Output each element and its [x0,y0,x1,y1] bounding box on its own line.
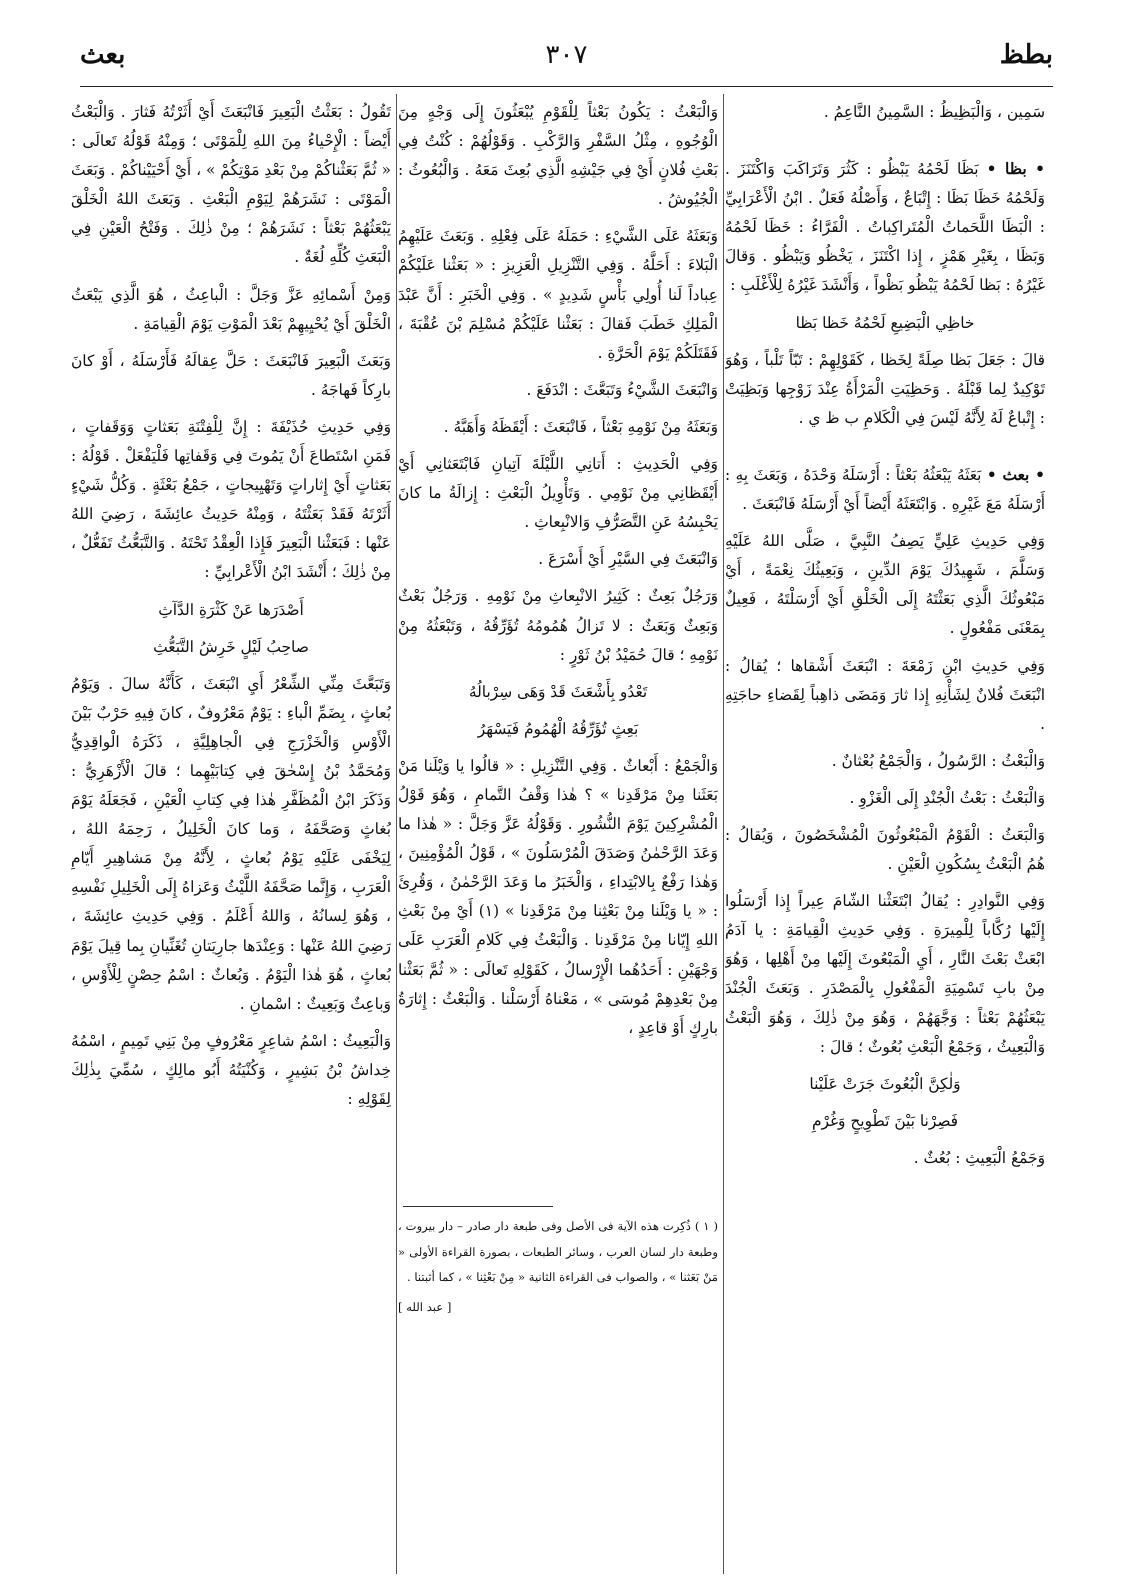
paragraph: وَفِي حَدِيثِ ابْنِ زَمْعَةَ : انْبَعَثَ أَشْقاها ؛ يُقالُ : انْبَعَثَ فُلانٌ لِشَأْنِهِ إِذا ثارَ وَمَضَى ذاهِباً لِقَضاءِ حاجَتِهِ . [725,656,1045,733]
paragraph: وَبَعَثَهُ مِنْ نَوْمِهِ بَعْثاً ، فَانْبَعَثَ : أَيْقَظَهُ وَأَهَبَّهُ . [443,417,718,436]
verse-line: وَلٰكِنَّ الْبُعُوثَ جَرَتْ عَلَيْنا [809,1074,961,1093]
verse-line: خاظِي الْبَضِيعِ لَحْمُهُ خَظا بَظا [795,313,975,332]
paragraph: وَتَبَعَّثَ مِنِّي الشِّعْرُ أَيِ انْبَعَثَ ، كَأَنَّهُ سالَ . وَيَوْمُ بُعاثٍ ، بِضَمِّ الْباءِ : يَوْمٌ مَعْرُوفٌ ، كانَ فِيهِ حَرْبٌ بَيْنَ الْأَوْسِ وَالْخَزْرَجِ فِي الْجاهِلِيَّةِ ، ذَكَرَهُ الْواقِدِيُّ وَمُحَمَّدُ بْنُ إِسْحٰقَ فِي كِتابَيْهِما ؛ قالَ الْأَزْهَرِيُّ : وَذَكَرَ ابْنُ الْمُظَفَّرِ هٰذا فِي كِتابِ الْعَيْنِ ، فَجَعَلَهُ يَوْمَ بُغاثٍ وَصَحَّفَهُ ، وَما كانَ الْخَلِيلُ ، رَحِمَهُ اللهُ ، لِيَخْفَى عَلَيْهِ يَوْمُ بُعاثٍ ، لِأَنَّهُ مِنْ مَشاهِيرِ أَيّامِ الْعَرَبِ ، وَإِنَّما صَحَّفَهُ اللَّيْثُ وَعَزاهُ إِلَى الْخَلِيلِ نَفْسِهِ ، وَهُوَ لِسانُهُ ، وَاللهُ أَعْلَمُ . وَفِي حَدِيثِ عائِشَةَ ، رَضِيَ اللهُ عَنْها : وَعِنْدَها جارِيَتانِ تُغَنِّيانِ بِما قِيلَ يَوْمَ بُعاثٍ ، هُوَ هٰذا الْيَوْمُ . وَبُعاثٌ : اسْمُ حِصْنٍ لِلْأَوْسِ ، وَباعِثٌ وَبَعِيثٌ : اسْمانِ . [71,674,391,1013]
page-header [80,40,1053,80]
footnote [398,1214,718,1320]
paragraph: وَانْبَعَثَ فِي السَّيْرِ أَيْ أَسْرَعَ . [538,550,718,569]
verse-line: أَصْدَرَها عَنْ كَثْرَةِ الدَّآثِ [158,600,304,619]
column-left [71,98,391,1558]
paragraph: وَالْبَعْثُ : الرَّسُولُ ، وَالْجَمْعُ بُعْثانٌ . [831,751,1045,770]
paragraph: وَالْجَمْعُ : أَبْعاثٌ . وَفِي التَّنْزِيلِ : « قالُوا يا وَيْلَنا مَنْ بَعَثَنا مِنْ مَرْقَدِنا » ؟ هٰذا وَقْفُ التَّمامِ ، وَهُوَ قَوْلُ الْمُشْرِكِينَ يَوْمَ النُّشُورِ . وَقَوْلُهُ عَزَّ وَجَلَّ : « هٰذا ما وَعَدَ الرَّحْمٰنُ وَصَدَقَ الْمُرْسَلُونَ » ، قَوْلُ الْمُؤْمِنِينَ ، وَهٰذا رَفْعٌ بِالابْتِداءِ ، وَالْخَبَرُ ما وَعَدَ الرَّحْمٰنُ ، وَقُرِئَ : « يا وَيْلَنا مِنْ بَعْثِنا مِنْ مَرْقَدِنا » (١) أَيْ مِنْ بَعْثِ اللهِ إِيّانا مِنْ مَرْقَدِنا . وَالْبَعْثُ فِي كَلامِ الْعَرَبِ عَلَى وَجْهَيْنِ : أَحَدُهُما الْإِرْسالُ ، كَقَوْلِهِ تَعالَى : « ثُمَّ بَعَثْنا مِنْ بَعْدِهِمْ مُوسَى » ، مَعْناهُ أَرْسَلْنا . وَالْبَعْثُ : إِثارَةُ بارِكٍ أَوْ قاعِدٍ ، [398,756,718,1037]
paragraph: قالَ : جَعَلَ بَظا صِلَةً لِخَظا ، كَقَوْلِهِمْ : تَبّاً تَلْباً ، وَهُوَ تَوْكِيدٌ لِما قَبْلَهُ . وَحَظِيَتِ الْمَرْأَةُ عِنْدَ زَوْجِها وَبَظِيَتْ : إِتْباعٌ لَهُ لِأَنَّهُ لَيْسَ فِي الْكَلامِ ب ظ ي . [725,350,1045,427]
verse-line: صاحِبُ لَيْلٍ خَرِشُ التَّبَعُّثِ [153,637,309,656]
verse-line: بَعِثٍ تُؤَرِّقُهُ الْهُمُومُ فَيَسْهَرُ [477,719,639,738]
paragraph: وَبَعَثَ الْبَعِيرَ فَانْبَعَثَ : حَلَّ عِقالَهُ فَأَرْسَلَهُ ، أَوْ كانَ بارِكاً فَهاجَهُ . [71,351,391,399]
entry-title: • بظا • [986,160,1045,179]
paragraph: وَالْبَعَثُ : الْقَوْمُ الْمَبْعُوثُونَ الْمُشْخَصُونَ ، وَيُقالُ : هُمُ الْبَعْثُ بِسُكُونِ الْعَيْنِ . [725,825,1045,874]
verse-line: فَصِرْنا بَيْنَ تَطْوِيحٍ وَغُرْمِ [811,1111,959,1130]
paragraph: وَالْبَعْثُ : يَكُونُ بَعْثاً لِلْقَوْمِ يُبْعَثُونَ إِلَى وَجْهٍ مِنَ الْوُجُوهِ ، مِثْلُ السَّفْرِ وَالرَّكْبِ . وَقَوْلُهُمْ : كُنْتُ فِي بَعْثِ فُلانٍ أَيْ فِي جَيْشِهِ الَّذِي بُعِثَ مَعَهُ . وَالْبُعُوثُ : الْجُيُوشُ . [398,103,718,209]
column-separator-right [723,94,724,1574]
paragraph: وَبَعَثَهُ عَلَى الشَّيْءِ : حَمَلَهُ عَلَى فِعْلِهِ . وَبَعَثَ عَلَيْهِمُ الْبَلاءَ : أَحَلَّهُ . وَفِي التَّنْزِيلِ الْعَزِيزِ : « بَعَثْنا عَلَيْكُمْ عِباداً لَنا أُولِي بَأْسٍ شَدِيدٍ » . وَفِي الْخَبَرِ : أَنَّ عَبْدَ الْمَلِكِ خَطَبَ فَقالَ : بَعَثْنا عَلَيْكُمْ مُسْلِمَ بْنَ عُقْبَةَ ، فَقَتَلَكُمْ يَوْمَ الْحَرَّةِ . [398,227,718,362]
entry-bath [725,461,1045,519]
paragraph: وَفِي الْحَدِيثِ : أَتانِي اللَّيْلَةَ آتِيانِ فَابْتَعَثانِي أَيْ أَيْقَظانِي مِنْ نَوْمِي . وَتَأْوِيلُ الْبَعْثِ : إِزالَةُ ما كانَ يَحْبِسُهُ عَنِ التَّصَرُّفِ وَالانْبِعاثِ . [398,455,718,532]
paragraph: وَفِي حَدِيثِ عَلِيٍّ يَصِفُ النَّبِيَّ ، صَلَّى اللهُ عَلَيْهِ وَسَلَّمَ ، شَهِيدُكَ يَوْمَ الدِّينِ ، وَبَعِيثُكَ نِعْمَةً ، أَيْ مَبْعُوثُكَ الَّذِي بَعَثْتَهُ إِلَى الْخَلْقِ أَيْ أَرْسَلْتَهُ ، فَعِيلٌ بِمَعْنَى مَفْعُولٍ . [725,532,1045,638]
entry-text: بَظَا لَحْمُهُ يَبْظُو : كَثُرَ وَتَرَاكَبَ وَاكْتَنَزَ . وَلَحْمُهُ خَظَا بَظَا : إِتْبَاعٌ ، وَأَصْلُهُ فَعَلٌ . ابْنُ الْأَعْرَابِيِّ : الْبَظَا اللَّحَماتُ الْمُتَراكِباتُ . الْفَرَّاءُ : خَظَا لَحْمُهُ وَبَظَا ، بِغَيْرِ هَمْزٍ ، إِذا اكْتَنَزَ ، يَخْظُو وَيَبْظُو . وَقالَ غَيْرُهُ : بَظا لَحْمُهُ يَبْظُو بَظْواً ، وَأَنْشَدَ غَيْرُهُ لِلْأَغْلَبِ : [725,160,1045,295]
entry-gap [725,441,1045,461]
paragraph: سَمِين ، وَالْبَظِيظُ : السَّمِينُ النَّاعِمُ . [823,103,1045,121]
verse-line: تَعْدُو بِأَشْعَثَ قَدْ وَهَى سِرْبالُهُ [468,682,648,701]
column-separator-left [396,94,397,1574]
paragraph: تَقُولُ : بَعَثْتُ الْبَعِيرَ فَانْبَعَثَ أَيْ أَثَرْتُهُ فَثارَ . وَالْبَعْثُ أَيْضاً : الْإِحْياءُ مِنَ اللهِ لِلْمَوْتَى ؛ وَمِنْهُ قَوْلُهُ تَعالَى : « ثُمَّ بَعَثْناكُمْ مِنْ بَعْدِ مَوْتِكُمْ » ، أَيْ أَحْيَيْناكُمْ . وَبَعَثَ الْمَوْتَى : نَشَرَهُمْ لِيَوْمِ الْبَعْثِ . وَبَعَثَ اللهُ الْخَلْقَ يَبْعَثُهُمْ بَعْثاً : نَشَرَهُمْ ؛ مِنْ ذٰلِكَ . وَفَتْحُ الْعَيْنِ فِي الْبَعَثِ كُلِّهِ لُغَةٌ . [71,103,391,267]
paragraph: وَفِي النَّوادِرِ : يُقالُ ابْتَعَثْنا الشّامَ عِيراً إِذا أَرْسَلُوا إِلَيْها رُكَّاباً لِلْمِيرَةِ . وَفِي حَدِيثِ الْقِيامَةِ : يا آدَمُ ابْعَثْ بَعْثَ النَّارِ ، أَيِ الْمَبْعُوثَ إِلَيْها مِنْ أَهْلِها ، وَهُوَ مِنْ بابِ تَسْمِيَةِ الْمَفْعُولِ بِالْمَصْدَرِ . وَبَعَثَ الْجُنْدَ يَبْعَثُهُمْ بَعْثاً : وَجَّهَهُمْ ، وَهُوَ مِنْ ذٰلِكَ ، وَهُوَ الْبَعْثُ وَالْبَعِيثُ ، وَجَمْعُ الْبَعْثِ بُعُوثٌ ؛ قالَ : [725,892,1045,1056]
entry-bza [725,155,1045,300]
paragraph: وَالْبَعِيثُ : اسْمُ شاعِرٍ مَعْرُوفٍ مِنْ بَنِي تَمِيمٍ ، اسْمُهُ خِداشُ بْنُ بَشِيرٍ ، وَكُنْيَتُهُ أَبُو مالِكٍ ، سُمِّيَ بِذٰلِكَ لِقَوْلِهِ : [71,1031,391,1108]
paragraph: وَانْبَعَثَ الشَّيْءُ وَتَبَعَّثَ : انْدَفَعَ . [526,380,718,399]
paragraph: وَمِنْ أَسْمائِهِ عَزَّ وَجَلَّ : الْباعِثُ ، هُوَ الَّذِي يَبْعَثُ الْخَلْقَ أَيْ يُحْيِيهِمْ بَعْدَ الْمَوْتِ يَوْمَ الْقِيامَةِ . [71,285,391,333]
entry-gap [725,135,1045,155]
paragraph: وَفِي حَدِيثِ حُذَيْفَةَ : إِنَّ لِلْفِتْنَةِ بَعَثاتٍ وَوَقَفاتٍ ، فَمَنِ اسْتَطاعَ أَنْ يَمُوتَ فِي وَقَفاتِها فَلْيَفْعَلْ . قَوْلُهُ : بَعَثاتٍ أَيْ إِثاراتٍ وَتَهْيِيجاتٍ ، جَمْعُ بَعْثَةٍ . وَكُلُّ شَيْءٍ أَثَرْتَهُ فَقَدْ بَعَثْتَهُ ، وَمِنْهُ حَدِيثُ عائِشَةَ ، رَضِيَ اللهُ عَنْها : فَبَعَثْنا الْبَعِيرَ فَإِذا الْعِقْدُ تَحْتَهُ . وَالتَّبَعُّثُ تَفَعُّلٌ ، مِنْ ذٰلِكَ ؛ أَنْشَدَ ابْنُ الْأَعْرابِيِّ : [71,417,391,582]
page-number: ٣٠٧ [545,40,588,70]
right-running-headword: بطظ [999,40,1053,70]
paragraph: وَرَجُلٌ بَعِثٌ : كَثِيرُ الانْبِعاثِ مِنْ نَوْمِهِ . وَرَجُلٌ بَعْثٌ وَبَعِثٌ وَبَعَثٌ : لا تَزالُ هُمُومُهُ تُؤَرِّقُهُ ، وَتَبْعَثُهُ مِنْ نَوْمِهِ ؛ قالَ حُمَيْدُ بْنُ ثَوْرٍ : [398,587,718,664]
footnote-text: ( ١ ) ذُكِرت هذه الآية فى الأصل وفى طبعة دار صادر – دار بيروت ، وطبعة دار لسان العرب ، وسائر الطبعات ، بصورة القراءة الأولى « مَنْ بَعَثنا » ، والصواب فى القراءة الثانية « مِنْ بَعْثِنا » ، كما أثبتنا . [398,1219,718,1284]
footnote-signature: [ عبد الله ] [398,1299,452,1314]
header-rule [80,86,1053,87]
footnote-rule [403,1206,553,1207]
column-right [725,98,1045,1558]
entry-title: • بعث • [986,465,1045,484]
column-middle [398,98,718,1178]
paragraph: وَجَمْعُ الْبَعِيثِ : بُعُثٌ . [913,1148,1045,1167]
paragraph: وَالْبَعْثُ : بَعْثُ الْجُنْدِ إِلَى الْغَزْوِ . [849,788,1045,807]
left-running-headword: بعث [80,40,126,70]
entry-text: بَعَثَهُ يَبْعَثُهُ بَعْثاً : أَرْسَلَهُ وَحْدَهُ ، وَبَعَثَ بِهِ : أَرْسَلَهُ مَعَ غَيْرِهِ . وَابْتَعَثَهُ أَيْضاً أَيْ أَرْسَلَهُ فَانْبَعَثَ . [725,465,1045,514]
